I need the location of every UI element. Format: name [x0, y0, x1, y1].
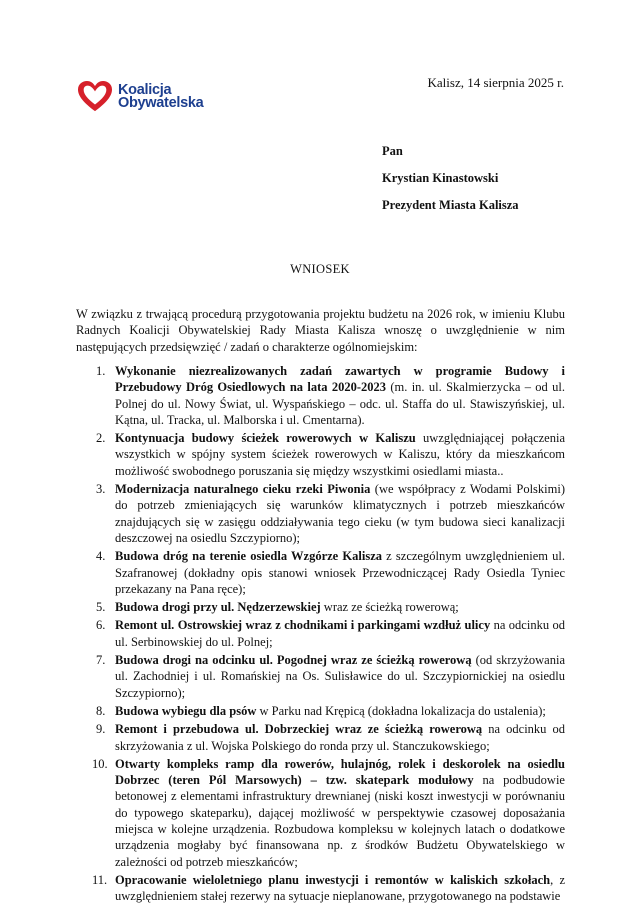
list-item-description: z szczególnym uwzględnieniem ul. Szafranowej (dokładny opis stanowi wniosek Przewodniczącej Rady Osiedla Tyniec przekazany na Pana ręce);: [115, 549, 565, 596]
intro-paragraph: W związku z trwającą procedurą przygotowania projektu budżetu na 2026 rok, w imieniu Klubu Radnych Koalicji Obywatelskiej Rady Miasta Kalisza wnoszę o uwzględnienie w nim następujących przedsięwzięć / zadań o charakterze ogólnomiejskim:: [76, 307, 565, 354]
list-item-number: 2.: [96, 431, 106, 446]
list-item-title: Remont i przebudowa ul. Dobrzeckiej wraz ze ścieżką rowerową: [115, 722, 483, 737]
list-item-description: na podbudowie betonowej z elementami infrastruktury drewnianej (niski koszt inwestycji w porównaniu do typowego skateparku), dającej możliwość w perspektywie czasowej doposażania miejsca w kolejne urządzenia. Rozbudowa kompleksu w kolejnych latach o dodatkowe urządzenia mogłaby być finansowana np. z środków Budżetu Obywatelskiego w zależności od potrzeb mieszkańców;: [115, 773, 565, 869]
list-item: [76, 703, 565, 719]
list-item-number: 5.: [96, 600, 106, 615]
list-item-number: 6.: [96, 618, 106, 633]
list-item-description: (m. in. ul. Skalmierzycka – od ul. Polnej do ul. Nowy Świat, ul. Wyspańskiego – odc. ul. Staffa do ul. Stawiszyńskiej, ul. Kątna, ul. Tracka, ul. Malborska i ul. Cmentarna).: [115, 380, 565, 427]
addressee-block: [382, 144, 519, 225]
logo-wordmark: [118, 84, 203, 110]
list-item-description: w Parku nad Krępicą (dokładna lokalizacja do ustalenia);: [256, 703, 546, 718]
list-item: [76, 617, 565, 650]
list-item-number: 9.: [96, 722, 106, 737]
list-item-description: , z uwzględnieniem stałej rezerwy na sytuacje nieplanowane, przygotowanego na podstawie: [115, 872, 565, 904]
list-item-title: Wykonanie niezrealizowanych zadań zawartych w programie Budowy i Przebudowy Dróg Osiedlowych na lata 2020-2023: [115, 364, 565, 395]
list-item-number: 4.: [96, 549, 106, 564]
party-logo: [76, 80, 203, 114]
logo-line-1: Koalicja: [118, 82, 172, 98]
list-item-number: 1.: [96, 364, 106, 378]
list-item: [76, 756, 565, 870]
list-item-number: 10.: [92, 756, 108, 771]
list-item-title: Otwarty kompleks ramp dla rowerów, hulajnóg, rolek i deskorolek na osiedlu Dobrzec (teren Pól Marsowych) – tzw. skatepark modułowy: [115, 756, 565, 788]
logo-line-2: Obywatelska: [118, 95, 204, 111]
request-list: [76, 363, 565, 907]
list-item: [76, 430, 565, 479]
list-item-title: Modernizacja naturalnego cieku rzeki Piwonia: [115, 482, 371, 497]
document-heading: WNIOSEK: [290, 262, 350, 276]
list-item-description: uwzględniającej połączenia wszystkich w spójny system ścieżek rowerowych w Kaliszu, który da mieszkańcom możliwość swobodnego poruszania się między wszystkimi osiedlami miasta..: [115, 431, 565, 478]
list-item-title: Opracowanie wieloletniego planu inwestycji i remontów w kaliskich szkołach: [115, 872, 551, 887]
list-item-description: wraz ze ścieżką rowerową;: [320, 600, 459, 615]
list-item-title: Remont ul. Ostrowskiej wraz z chodnikami i parkingami wzdłuż ulicy: [115, 618, 491, 633]
addressee-salutation: Pan: [382, 144, 403, 158]
list-item-number: 7.: [96, 653, 106, 668]
list-item-description: na odcinku od ul. Serbinowskiej do ul. Polnej;: [115, 618, 565, 649]
list-item: [76, 599, 565, 615]
list-item: [76, 652, 565, 701]
list-item-title: Budowa wybiegu dla psów: [115, 703, 257, 718]
heart-icon: [76, 80, 114, 114]
list-item-number: 3.: [96, 482, 106, 497]
list-item-description: na odcinku od skrzyżowania z ul. Wojska Polskiego do ronda przy ul. Stanczukowskiego;: [115, 722, 565, 753]
addressee-title: Prezydent Miasta Kalisza: [382, 198, 519, 212]
list-item: [76, 548, 565, 597]
list-item-title: Budowa drogi na odcinku ul. Pogodnej wraz ze ścieżką rowerową: [115, 653, 472, 668]
list-item-number: 8.: [96, 703, 106, 718]
list-item-title: Kontynuacja budowy ścieżek rowerowych w Kaliszu: [115, 431, 416, 446]
list-item: [76, 363, 565, 428]
list-item-description: (od skrzyżowania ul. Zachodniej i ul. Romańskiej na Os. Sulisławice do ul. Szczypiornickiej na osiedlu Szczypiorno);: [115, 653, 565, 700]
list-item-description: (we współpracy z Wodami Polskimi) do potrzeb zmieniających się warunków klimatycznych i potrzeb mieszkańców znajdujących się w zasięgu oddziaływania tego cieku (w tym budowa sieci kanalizacji deszczowej na osiedlu Szczypiorno);: [115, 482, 565, 545]
addressee-name: Krystian Kinastowski: [382, 171, 499, 185]
list-item-number: 11.: [92, 872, 108, 887]
list-item-title: Budowa drogi przy ul. Nędzerzewskiej: [115, 600, 321, 615]
letter-date: Kalisz, 14 sierpnia 2025 r.: [427, 75, 564, 90]
list-item-title: Budowa dróg na terenie osiedla Wzgórze Kalisza: [115, 549, 382, 564]
list-item: [76, 872, 565, 905]
list-item: [76, 721, 565, 754]
list-item: [76, 481, 565, 546]
